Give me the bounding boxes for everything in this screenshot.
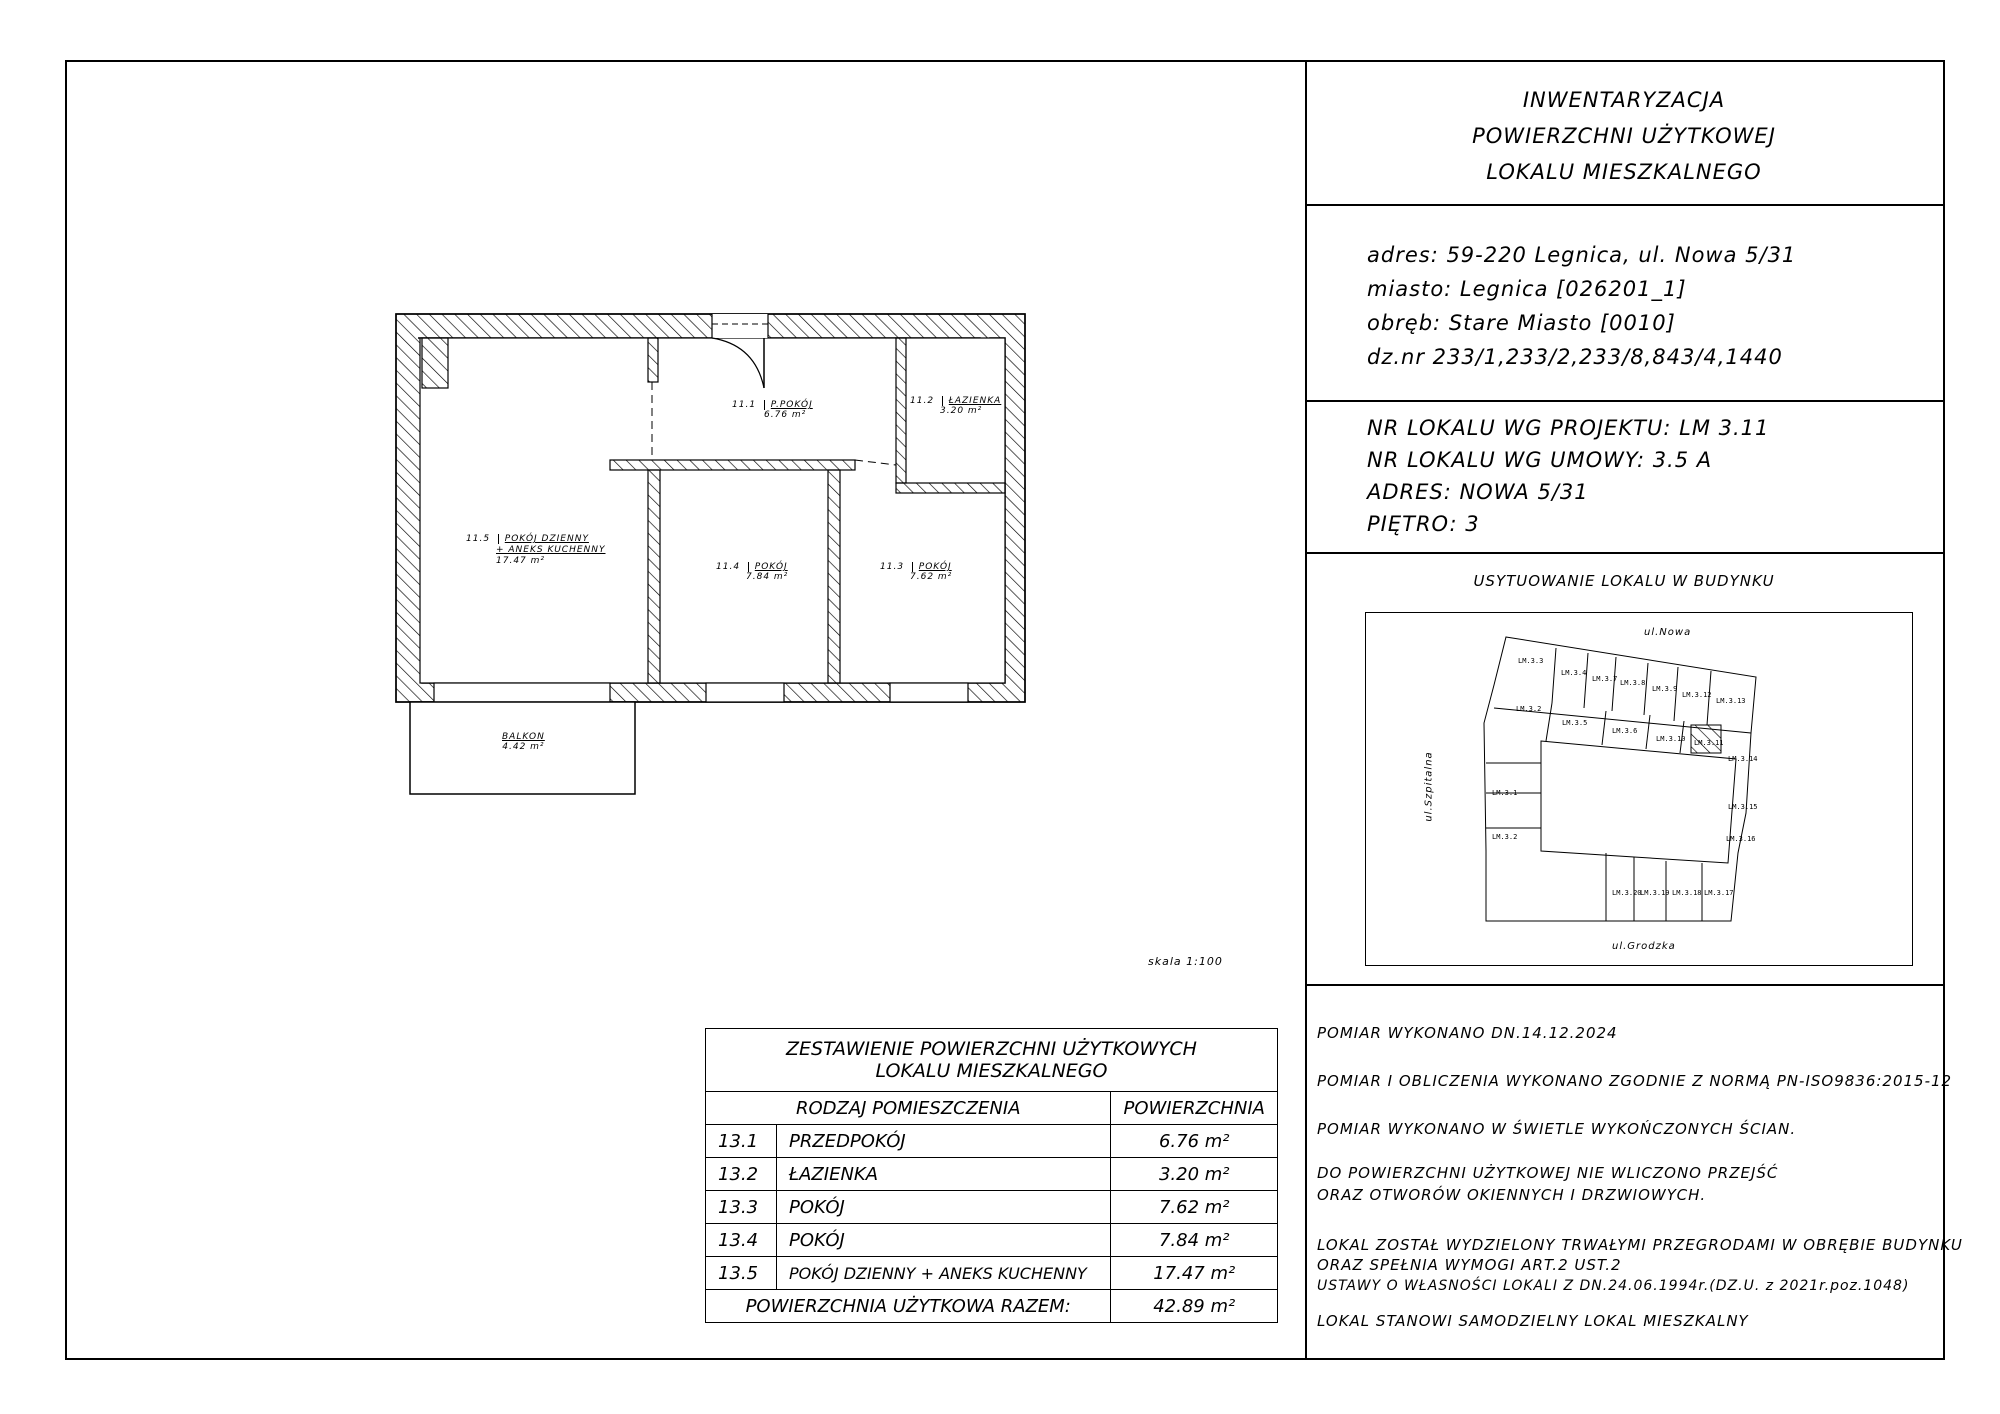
street-left: ul.Szpitalna bbox=[1423, 751, 1435, 822]
address-block: adres: 59-220 Legnica, ul. Nowa 5/31 miasto: Legnica [026201_1] obręb: Stare Miasto [0010] dz.nr 233/1,233/2,233/8,843/4,1440 bbox=[1305, 204, 1943, 400]
street-top: ul.Nowa bbox=[1644, 627, 1692, 638]
map-unit: LM.3.1 bbox=[1492, 789, 1518, 797]
room-label-11-3: 11.3 POKÓJ 7.62 m² bbox=[880, 562, 953, 582]
table-row: 13.2 ŁAZIENKA 3.20 m² bbox=[706, 1158, 1278, 1191]
balkon-label: BALKON 4.42 m² bbox=[502, 732, 545, 752]
note: USTAWY O WŁASNOŚCI LOKALI Z DN.24.06.1994r.(DZ.U. z 2021r.poz.1048) bbox=[1317, 1278, 1910, 1294]
map-unit: LM.3.17 bbox=[1704, 889, 1734, 897]
title-block: INWENTARYZACJA POWIERZCHNI UŻYTKOWEJ LOKALU MIESZKALNEGO bbox=[1472, 88, 1776, 184]
scale-label: skala 1:100 bbox=[1148, 955, 1223, 968]
map-unit: LM.3.9 bbox=[1652, 685, 1678, 693]
note: LOKAL STANOWI SAMODZIELNY LOKAL MIESZKALNY bbox=[1317, 1312, 1749, 1330]
map-unit: LM.3.10 bbox=[1656, 735, 1686, 743]
table-total-row: POWIERZCHNIA UŻYTKOWA RAZEM: 42.89 m² bbox=[706, 1290, 1278, 1323]
map-unit: LM.3.5 bbox=[1562, 719, 1588, 727]
title-panel bbox=[1305, 60, 1963, 1360]
table-row: 13.4 POKÓJ 7.84 m² bbox=[706, 1224, 1278, 1257]
note: ORAZ SPEŁNIA WYMOGI ART.2 UST.2 bbox=[1317, 1256, 1622, 1274]
map-unit: LM.3.15 bbox=[1728, 803, 1758, 811]
map-unit: LM.3.18 bbox=[1672, 889, 1702, 897]
note: POMIAR WYKONANO DN.14.12.2024 bbox=[1317, 1024, 1618, 1042]
table-row: 13.5 POKÓJ DZIENNY + ANEKS KUCHENNY 17.47 m² bbox=[706, 1257, 1278, 1290]
location-block bbox=[1305, 552, 1943, 984]
map-unit: LM.3.19 bbox=[1640, 889, 1670, 897]
map-unit: LM.3.8 bbox=[1620, 679, 1646, 687]
map-unit: LM.3.7 bbox=[1592, 675, 1618, 683]
unit-block: NR LOKALU WG PROJEKTU: LM 3.11 NR LOKALU WG UMOWY: 3.5 A ADRES: NOWA 5/31 PIĘTRO: 3 bbox=[1305, 400, 1943, 552]
room-label-11-4: 11.4 POKÓJ 7.84 m² bbox=[716, 562, 789, 582]
map-unit: LM.3.12 bbox=[1682, 691, 1712, 699]
room-label-11-5: 11.5 POKÓJ DZIENNY + ANEKS KUCHENNY 17.47 m² bbox=[466, 534, 606, 566]
map-unit: LM.3.14 bbox=[1728, 755, 1758, 763]
map-unit: LM.3.3 bbox=[1518, 657, 1544, 665]
note: POMIAR I OBLICZENIA WYKONANO ZGODNIE Z NORMĄ PN-ISO9836:2015-12 bbox=[1317, 1072, 1953, 1090]
table-row: 13.3 POKÓJ 7.62 m² bbox=[706, 1191, 1278, 1224]
street-bottom: ul.Grodzka bbox=[1612, 941, 1676, 952]
room-label-11-2: 11.2 ŁAZIENKA 3.20 m² bbox=[910, 396, 1002, 416]
summary-title: ZESTAWIENIE POWIERZCHNI UŻYTKOWYCH LOKALU MIESZKALNEGO bbox=[706, 1029, 1278, 1092]
map-unit: LM.3.4 bbox=[1561, 669, 1587, 677]
map-unit: LM.3.2 bbox=[1492, 833, 1518, 841]
note: LOKAL ZOSTAŁ WYDZIELONY TRWAŁYMI PRZEGRODAMI W OBRĘBIE BUDYNKU bbox=[1317, 1236, 1963, 1254]
map-unit: LM.3.13 bbox=[1716, 697, 1746, 705]
map-unit: LM.3.16 bbox=[1726, 835, 1756, 843]
table-header-row: RODZAJ POMIESZCZENIA POWIERZCHNIA bbox=[706, 1092, 1278, 1125]
summary-table bbox=[705, 1028, 1278, 1323]
map-unit: LM.3.11 bbox=[1694, 739, 1724, 747]
note: POMIAR WYKONANO W ŚWIETLE WYKOŃCZONYCH ŚCIAN. bbox=[1317, 1120, 1797, 1138]
map-unit: LM.3.20 bbox=[1612, 889, 1642, 897]
notes-block bbox=[1305, 984, 1963, 1360]
location-map bbox=[1365, 612, 1913, 966]
note: ORAZ OTWORÓW OKIENNYCH I DRZWIOWYCH. bbox=[1317, 1186, 1707, 1204]
note: DO POWIERZCHNI UŻYTKOWEJ NIE WLICZONO PRZEJŚĆ bbox=[1317, 1164, 1779, 1182]
map-unit: LM.3.2 bbox=[1516, 705, 1542, 713]
table-row: 13.1 PRZEDPOKÓJ 6.76 m² bbox=[706, 1125, 1278, 1158]
location-title: USYTUOWANIE LOKALU W BUDYNKU bbox=[1473, 572, 1775, 590]
map-unit: LM.3.6 bbox=[1612, 727, 1638, 735]
room-label-11-1: 11.1 P.POKÓJ 6.76 m² bbox=[732, 400, 813, 420]
